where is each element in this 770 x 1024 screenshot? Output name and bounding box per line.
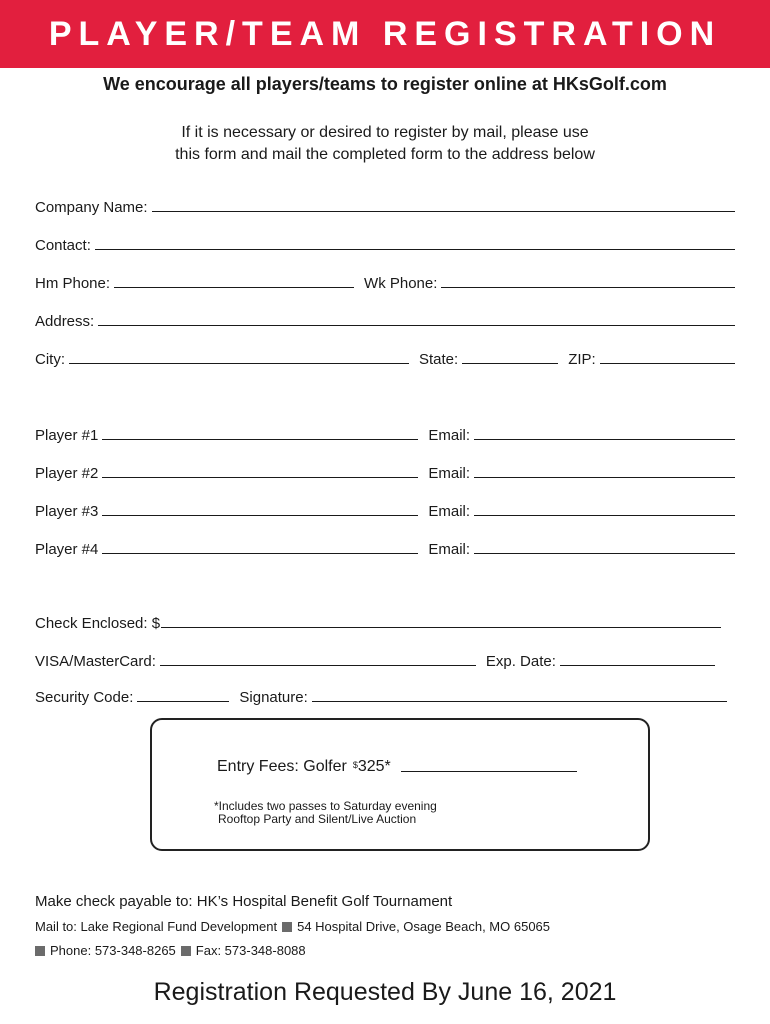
intro-line-1: If it is necessary or desired to register by mail, please use — [181, 124, 589, 141]
player-3-email-field[interactable] — [474, 514, 735, 516]
player-4-email-field[interactable] — [474, 552, 735, 554]
mail-to-line — [35, 919, 550, 934]
player-1-email-field[interactable] — [474, 438, 735, 440]
company-name-field[interactable] — [152, 210, 735, 212]
card-row — [35, 648, 715, 670]
square-bullet-icon — [282, 922, 292, 932]
state-label: State: — [419, 351, 459, 368]
company-name-row — [35, 194, 735, 216]
security-row — [35, 684, 727, 706]
square-bullet-icon — [35, 946, 45, 956]
player-row — [35, 536, 735, 558]
zip-field[interactable] — [600, 362, 735, 364]
security-code-field[interactable] — [137, 700, 229, 702]
intro-line-2: this form and mail the completed form to the address below — [175, 146, 595, 163]
city-field[interactable] — [69, 362, 409, 364]
player-2-label: Player #2 — [35, 465, 99, 482]
entry-fees-box — [150, 718, 650, 851]
company-name-label: Company Name: — [35, 199, 148, 216]
address-field[interactable] — [98, 324, 735, 326]
player-3-name-field[interactable] — [102, 514, 418, 516]
online-registration-note: We encourage all players/teams to register online at HKsGolf.com — [103, 74, 667, 94]
entry-fee-amount: 325* — [357, 758, 391, 775]
player-1-name-field[interactable] — [102, 438, 418, 440]
entry-fee-note — [214, 800, 437, 826]
state-field[interactable] — [462, 362, 558, 364]
player-2-email-field[interactable] — [474, 476, 735, 478]
exp-date-label: Exp. Date: — [485, 653, 556, 670]
card-label: VISA/MasterCard: — [35, 653, 156, 670]
player-3-email-label: Email: — [428, 503, 471, 520]
fee-note-line-2: Rooftop Party and Silent/Live Auction — [218, 812, 417, 826]
player-4-name-field[interactable] — [102, 552, 418, 554]
registration-deadline: Registration Requested By June 16, 2021 — [153, 978, 617, 1006]
exp-date-field[interactable] — [560, 664, 715, 666]
phone-number: Phone: 573-348-8265 — [50, 943, 176, 958]
player-1-label: Player #1 — [35, 427, 99, 444]
square-bullet-icon — [181, 946, 191, 956]
player-4-email-label: Email: — [428, 541, 471, 558]
check-row — [35, 610, 721, 632]
player-row — [35, 422, 735, 444]
entry-fee-label: Entry Fees: Golfer — [217, 758, 347, 775]
zip-label: ZIP: — [568, 351, 596, 368]
city-label: City: — [35, 351, 65, 368]
form-title-banner — [0, 0, 770, 68]
wk-phone-field[interactable] — [441, 286, 735, 288]
city-row — [35, 346, 735, 368]
fee-note-line-1: *Includes two passes to Saturday evening — [214, 799, 437, 813]
entry-fee-quantity-field[interactable] — [401, 771, 577, 772]
address-row — [35, 308, 735, 330]
currency-symbol: $ — [352, 760, 358, 770]
player-2-email-label: Email: — [428, 465, 471, 482]
payable-to: Make check payable to: HK’s Hospital Benefit Golf Tournament — [35, 893, 453, 910]
contact-label: Contact: — [35, 237, 91, 254]
player-2-name-field[interactable] — [102, 476, 418, 478]
signature-label: Signature: — [239, 689, 308, 706]
hm-phone-field[interactable] — [114, 286, 354, 288]
player-3-label: Player #3 — [35, 503, 99, 520]
mail-to-label: Mail to: Lake Regional Fund Development — [35, 919, 278, 934]
fax-number: Fax: 573-348-8088 — [195, 943, 306, 958]
phone-row — [35, 270, 735, 292]
check-enclosed-label: Check Enclosed: $ — [35, 615, 161, 632]
signature-field[interactable] — [312, 700, 727, 702]
player-row — [35, 460, 735, 482]
contact-field[interactable] — [95, 248, 735, 250]
contact-numbers-line — [35, 943, 306, 958]
form-title: PLAYER/TEAM REGISTRATION — [48, 14, 722, 53]
player-row — [35, 498, 735, 520]
address-label: Address: — [35, 313, 95, 330]
entry-fee-line — [217, 758, 577, 776]
hm-phone-label: Hm Phone: — [35, 275, 111, 292]
player-4-label: Player #4 — [35, 541, 99, 558]
wk-phone-label: Wk Phone: — [364, 275, 438, 292]
check-amount-field[interactable] — [161, 626, 721, 628]
security-code-label: Security Code: — [35, 689, 134, 706]
mail-address: 54 Hospital Drive, Osage Beach, MO 65065 — [297, 919, 551, 934]
player-1-email-label: Email: — [428, 427, 471, 444]
card-number-field[interactable] — [160, 664, 476, 666]
contact-row — [35, 232, 735, 254]
